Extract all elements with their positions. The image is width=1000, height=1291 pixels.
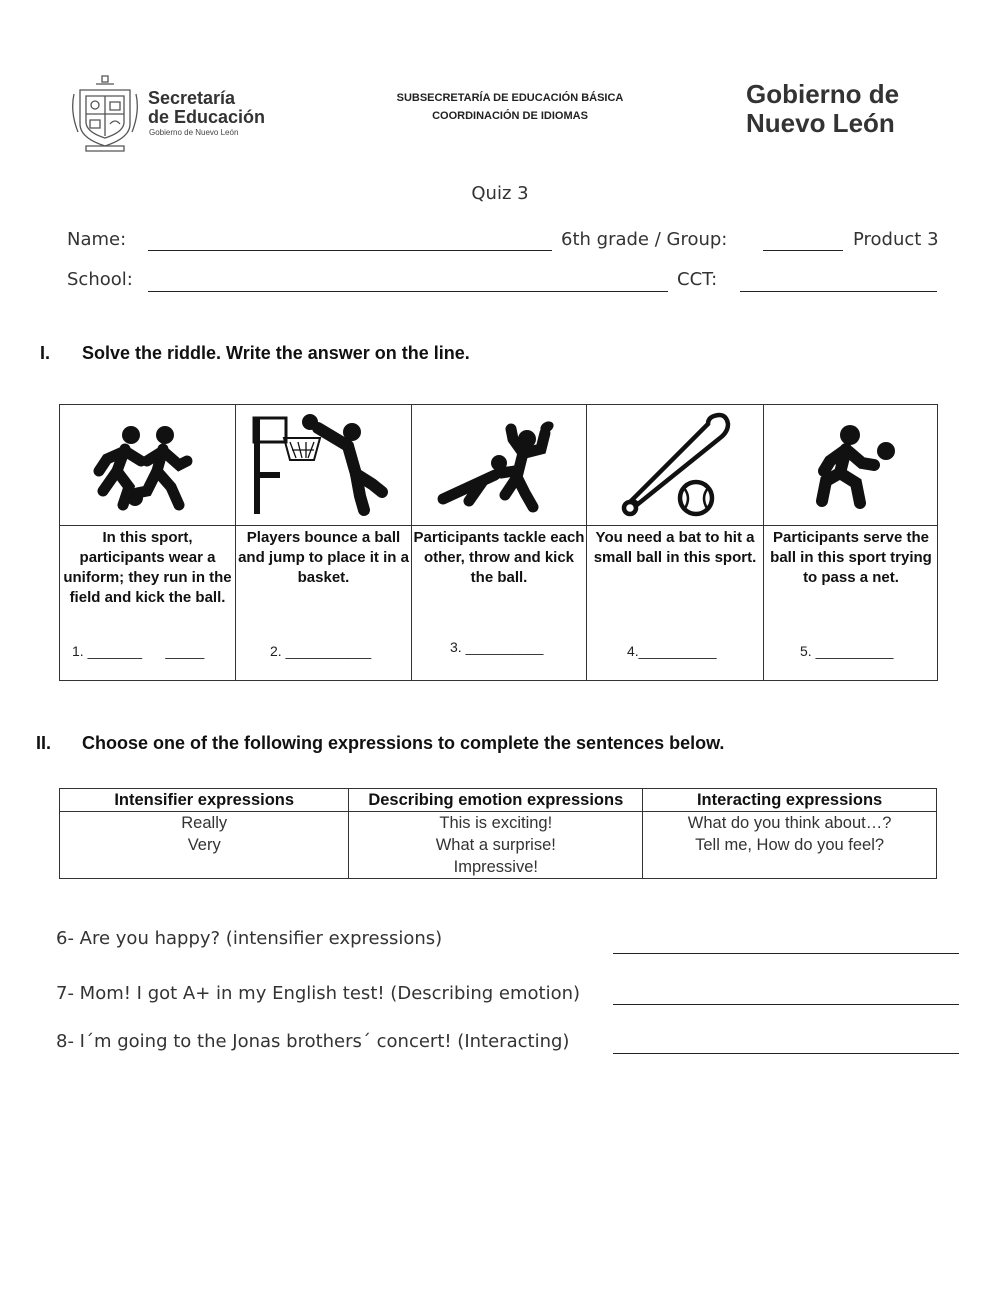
expressions-table <box>59 788 937 879</box>
group-input-line[interactable] <box>763 250 843 251</box>
product-label: Product 3 <box>853 229 939 250</box>
expression-item: What a surprise! <box>435 836 556 854</box>
answer-line-6[interactable] <box>613 953 959 954</box>
riddle-clue-2: Players bounce a ball and jump to place it in a basket. <box>238 529 409 586</box>
question-6: 6- Are you happy? (intensifier expressions) <box>56 928 443 949</box>
riddle-answer-3[interactable]: 3. __________ <box>450 639 544 655</box>
expression-item: What do you think about…? <box>687 814 892 832</box>
baseball-bat-ball-icon <box>587 407 763 523</box>
basketball-player-icon <box>236 407 411 523</box>
gobierno-logo-line2: Nuevo León <box>746 108 895 138</box>
riddle-answer-1[interactable]: 1. _______ _____ <box>72 643 205 659</box>
question-8: 8- I´m going to the Jonas brothers´ concert! (Interacting) <box>56 1031 570 1052</box>
cct-input-line[interactable] <box>740 291 937 292</box>
riddle-clue-4: You need a bat to hit a small ball in this sport. <box>593 529 757 566</box>
answer-line-7[interactable] <box>613 1004 959 1005</box>
question-7: 7- Mom! I got A+ in my English test! (Describing emotion) <box>56 983 581 1004</box>
grid-divider <box>60 525 937 526</box>
cct-label: CCT: <box>677 269 718 290</box>
riddle-answer-2[interactable]: 2. ___________ <box>270 643 372 659</box>
secretaria-logo-line2: de Educación <box>148 107 266 127</box>
gobierno-logo-line1: Gobierno de <box>746 79 900 109</box>
riddle-clue-3: Participants tackle each other, throw and kick the ball. <box>413 529 585 586</box>
riddle-clue-1: In this sport, participants wear a uniform; they run in the field and kick the ball. <box>63 529 232 606</box>
football-tackle-icon <box>412 407 586 523</box>
riddle-grid <box>59 404 938 681</box>
section2-number: II. <box>36 733 52 753</box>
secretaria-logo-line1: Secretaría <box>148 88 236 108</box>
school-label: School: <box>67 269 133 290</box>
name-label: Name: <box>67 229 127 250</box>
secretaria-logo-line3: Gobierno de Nuevo León <box>149 128 239 137</box>
expression-item: This is exciting! <box>439 814 553 832</box>
intensifier-column <box>60 812 349 879</box>
education-seal-logo <box>72 72 138 152</box>
quiz-title: Quiz 3 <box>471 183 529 204</box>
school-input-line[interactable] <box>148 291 668 292</box>
expression-item: Impressive! <box>453 858 538 876</box>
section1-instruction: Solve the riddle. Write the answer on the line. <box>82 343 470 363</box>
emotion-column <box>349 812 643 879</box>
volleyball-player-icon <box>764 407 938 523</box>
table-header: Intensifier expressions <box>60 789 349 812</box>
riddle-answer-4[interactable]: 4.__________ <box>627 643 717 659</box>
expression-item: Really <box>181 814 228 832</box>
riddle-answer-5[interactable]: 5. __________ <box>800 643 894 659</box>
coordinacion-heading: COORDINACIÓN DE IDIOMAS <box>432 110 588 122</box>
table-header: Interacting expressions <box>643 789 937 812</box>
section1-number: I. <box>40 343 51 363</box>
subsecretaria-heading: SUBSECRETARÍA DE EDUCACIÓN BÁSICA <box>396 92 624 104</box>
answer-line-8[interactable] <box>613 1053 959 1054</box>
soccer-players-icon <box>60 407 235 523</box>
section2-instruction: Choose one of the following expressions to complete the sentences below. <box>82 733 725 753</box>
expression-item: Very <box>187 836 221 854</box>
table-header: Describing emotion expressions <box>349 789 643 812</box>
riddle-clue-5: Participants serve the ball in this sport trying to pass a net. <box>770 529 932 586</box>
expression-item: Tell me, How do you feel? <box>695 836 885 854</box>
name-input-line[interactable] <box>148 250 552 251</box>
grade-group-label: 6th grade / Group: <box>561 229 728 250</box>
interacting-column <box>643 812 937 879</box>
